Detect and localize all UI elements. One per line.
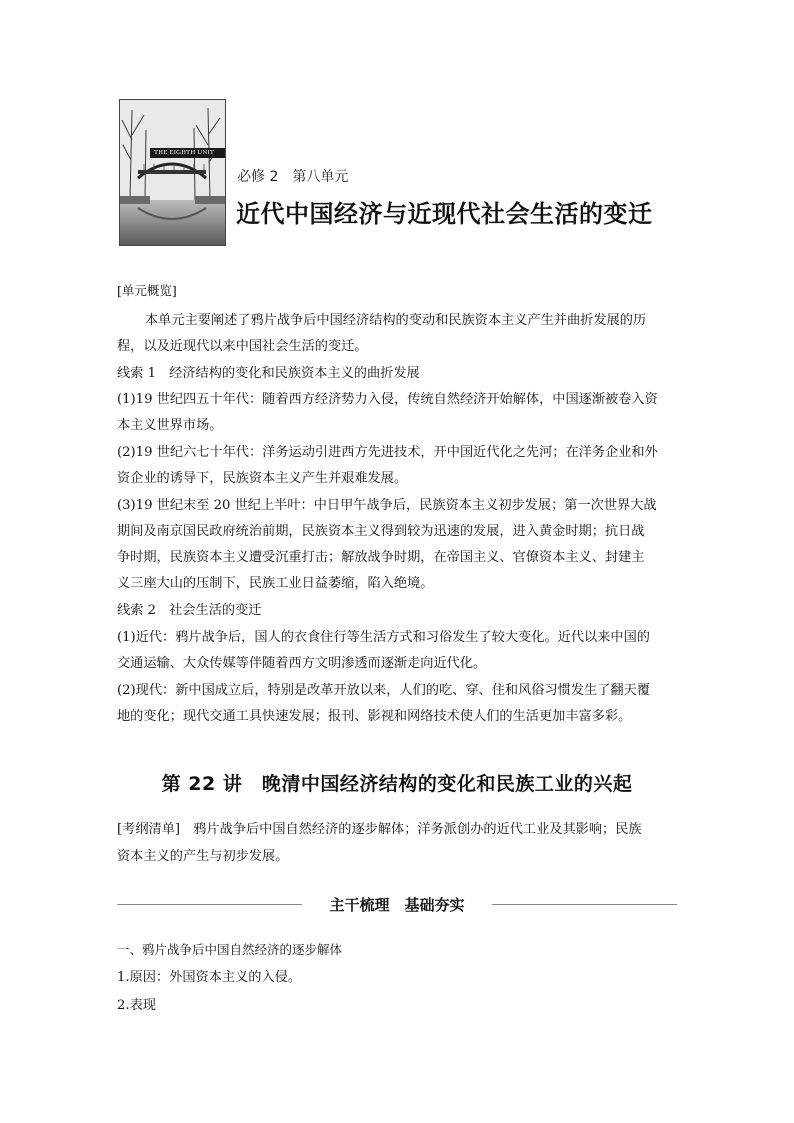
clue1-point3-line4: 义三座大山的压制下，民族工业日益萎缩，陷入绝境。 (117, 576, 434, 591)
clue2-title: 线索 2 社会生活的变迁 (117, 603, 262, 618)
outline-heading-1: 一、鸦片战争后中国自然经济的逐步解体 (117, 942, 343, 957)
clue1-point3-line3: 争时期，民族资本主义遭受沉重打击；解放战争时期，在帝国主义、官僚资本主义、封建主 (117, 550, 645, 565)
syllabus-line2: 资本主义的产生与初步发展。 (117, 849, 289, 864)
clue2-point1-line1: (1)近代：鸦片战争后，国人的衣食住行等生活方式和习俗发生了较大变化。近代以来中国的 (117, 630, 650, 645)
divider-label: 主干梳理 基础夯实 (329, 896, 465, 914)
clue1-point2-line1: (2)19 世纪六七十年代：洋务运动引进西方先进技术，开中国近代化之先河；在洋务企业和外 (117, 445, 658, 460)
clue2-point1-line2: 交通运输、大众传媒等伴随着西方文明渗透而逐渐走向近代化。 (117, 656, 487, 671)
clue1-point2-line2: 资企业的诱导下，民族资本主义产生并艰难发展。 (117, 471, 408, 486)
unit-title: 近代中国经济与近现代社会生活的变迁 (236, 200, 653, 228)
unit-band-label: THE EIGHTH UNIT (150, 148, 225, 158)
clue2-point2-line1: (2)现代：新中国成立后，特别是改革开放以来，人们的吃、穿、住和风俗习惯发生了翻天覆 (117, 683, 650, 698)
lecture-title: 第 22 讲 晚清中国经济结构的变化和民族工业的兴起 (161, 773, 633, 795)
unit-cover-image (119, 99, 226, 246)
clue1-title: 线索 1 经济结构的变化和民族资本主义的曲折发展 (117, 366, 420, 381)
overview-intro-line2: 程，以及近现代以来中国社会生活的变迁。 (117, 339, 368, 354)
overview-tag: [单元概览] (117, 283, 177, 298)
bridge-photo (120, 100, 225, 245)
syllabus-line1: [考纲清单] 鸦片战争后中国自然经济的逐步解体；洋务派创办的近代工业及其影响；民族 (117, 822, 642, 837)
outline-item-manifestation: 2.表现 (117, 998, 156, 1013)
clue1-point3-line1: (3)19 世纪末至 20 世纪上半叶：中日甲午战争后，民族资本主义初步发展；第一次世界大战 (117, 498, 657, 513)
clue1-point1-line2: 本主义世界市场。 (117, 418, 223, 433)
section-divider (117, 892, 677, 918)
unit-subtitle: 必修 2 第八单元 (237, 169, 349, 185)
overview-intro-line1: 本单元主要阐述了鸦片战争后中国经济结构的变动和民族资本主义产生并曲折发展的历 (145, 313, 647, 328)
clue1-point1-line1: (1)19 世纪四五十年代：随着西方经济势力入侵，传统自然经济开始解体，中国逐渐被卷入资 (117, 392, 658, 407)
outline-item-cause: 1.原因：外国资本主义的入侵。 (117, 970, 302, 985)
clue1-point3-line2: 期间及南京国民政府统治前期，民族资本主义得到较为迅速的发展，进入黄金时期；抗日战 (117, 524, 645, 539)
clue2-point2-line2: 地的变化；现代交通工具快速发展；报刊、影视和网络技术使人们的生活更加丰富多彩。 (117, 709, 632, 724)
